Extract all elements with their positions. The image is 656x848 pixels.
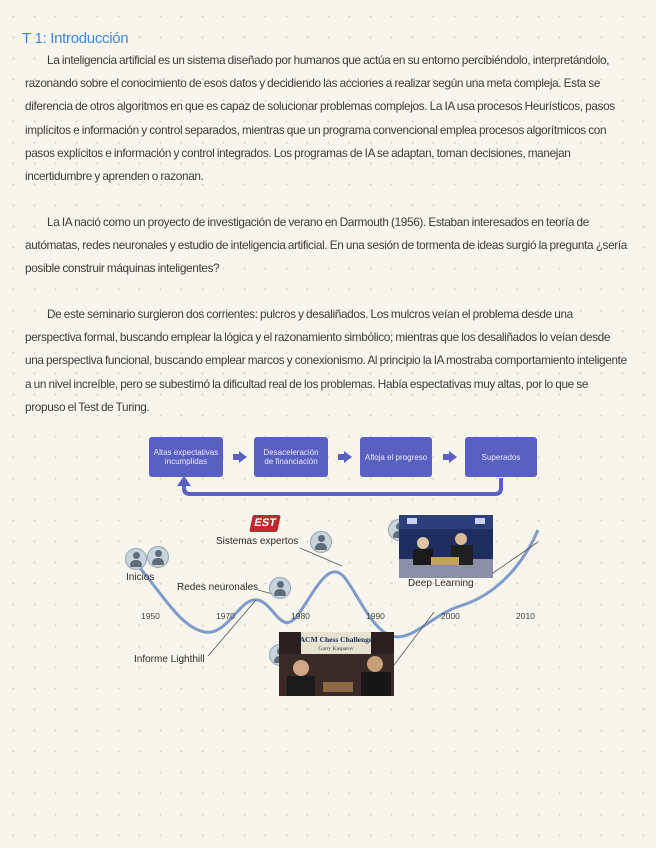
year-label: 2010 bbox=[516, 611, 535, 621]
flow-box-progress: Afloja el progreso bbox=[360, 437, 432, 477]
label-sistemas-expertos: Sistemas expertos bbox=[216, 536, 299, 547]
photo-chess-match bbox=[279, 632, 394, 696]
flow-box-overcome: Superados bbox=[465, 437, 537, 477]
photo-go-match bbox=[399, 515, 493, 578]
person-icon bbox=[147, 546, 169, 568]
person-icon bbox=[310, 531, 332, 553]
person-icon bbox=[269, 577, 291, 599]
flow-box-funding: Desaceleración de financiación bbox=[254, 437, 328, 477]
leader-kasparov bbox=[394, 612, 434, 665]
year-label: 1950 bbox=[141, 611, 160, 621]
year-label: 1990 bbox=[366, 611, 385, 621]
label-deep-learning: Deep Learning bbox=[408, 578, 474, 589]
est-logo: EST bbox=[249, 515, 281, 532]
photo-caption-title: ACM Chess Challenge bbox=[299, 635, 373, 644]
paragraph-origin: La IA nació como un proyecto de investigación de verano en Darmouth (1956). Estaban interesados en teoría de autómatas, redes neuronales y estudio de inteligencia artificial. En una sesión de tormenta de ideas surgió la pregunta ¿sería posible construir máquinas inteligentes? bbox=[25, 215, 628, 276]
section-title: T 1: Introducción bbox=[22, 30, 129, 47]
label-redes-neuronales: Redes neuronales bbox=[177, 582, 259, 593]
flow-box-expectations: Altas expectativas incumplidas bbox=[149, 437, 223, 477]
paragraph-currents: De este seminario surgieron dos corrientes: pulcros y desaliñados. Los mulcros veían el problema desde una perspectiva formal, buscando emplear la lógica y el razonamiento simbólico; mientras que los desaliñados lo veían desde una perspectiva funcional, buscando emplear marcos y conexionismo. Al principio la IA mostraba comportamiento inteligente a un nivel increíble, pero se subestimó la dificultad real de los problemas. Había espectativas muy altas, por lo que se propuso el Test de Turing. bbox=[25, 307, 627, 414]
year-label: 1980 bbox=[291, 611, 310, 621]
flow-loop-arrow bbox=[184, 478, 501, 494]
photo-caption-sub: Garry Kasparov bbox=[318, 646, 354, 652]
paragraph-definition: La inteligencia artificial es un sistema diseñado por humanos que actúa en su entorno percibiéndolo, interpretándolo, razonando sobre el conocimiento de esos datos y decidiendo las acciones a realizar según una meta compleja. Esta se diferencia de otros algoritmos en que es capaz de solucionar problemas complejos. La IA usa procesos Heurísticos, pasos implícitos e información y control separados, mientras que un programa convencional emplea procesos algorítmicos con pasos explícitos e información y control integrados. Los programas de IA se adaptan, toman decisiones, manejan incertidumbre y aprenden o razonan. bbox=[25, 53, 615, 184]
label-inicios: Inicios bbox=[126, 572, 155, 583]
label-informe-lighthill: Informe Lighthill bbox=[134, 654, 205, 665]
leader-lighthill bbox=[208, 600, 256, 656]
person-icon bbox=[125, 548, 147, 570]
flow-loop-arrowhead bbox=[177, 476, 191, 486]
year-label: 2000 bbox=[441, 611, 460, 621]
year-label: 1970 bbox=[216, 611, 235, 621]
